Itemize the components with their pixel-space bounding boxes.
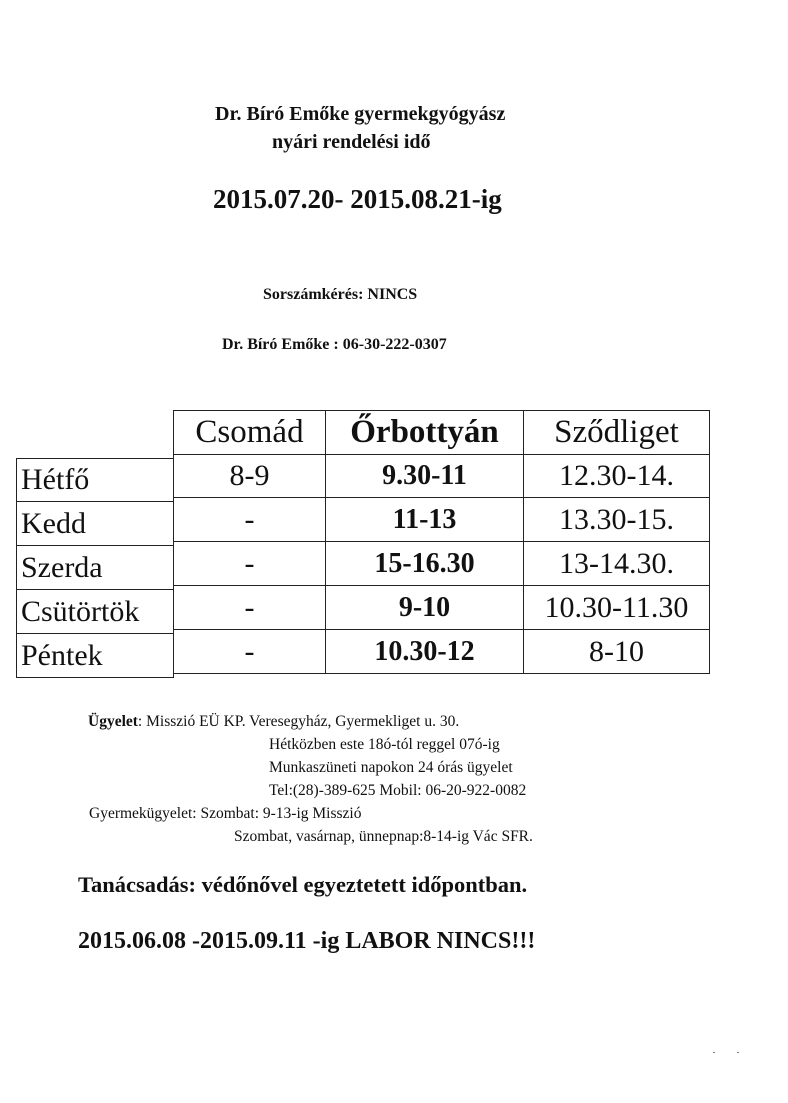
orbottyan-hours: 15-16.30 (325, 541, 524, 586)
doctor-title: Dr. Bíró Emőke gyermekgyógyász (215, 103, 506, 125)
csomad-hours: - (173, 629, 326, 674)
consultation-notice: Tanácsadás: védőnővel egyeztetett időpontban. (78, 872, 528, 897)
column-header-orbottyan: Őrbottyán (325, 410, 524, 455)
ugyelet-label: Ügyelet (88, 713, 138, 730)
gyermekugyelet-saturday: Gyermekügyelet: Szombat: 9-13-ig Misszió (89, 805, 362, 822)
orbottyan-hours: 11-13 (325, 497, 524, 542)
orbottyan-hours: 9-10 (325, 585, 524, 630)
scan-speck (737, 1052, 739, 1053)
szodliget-hours: 13.30-15. (523, 497, 710, 542)
gyermekugyelet-weekend: Szombat, vasárnap, ünnepnap:8-14-ig Vác SFR. (234, 828, 533, 845)
szodliget-hours: 12.30-14. (523, 454, 710, 498)
ugyelet-weekday-hours: Hétközben este 18ó-tól reggel 07ó-ig (269, 736, 500, 753)
ticket-info: Sorszámkérés: NINCS (263, 286, 418, 303)
day-cell: Csütörtök (16, 589, 174, 634)
ugyelet-phone: Tel:(28)-389-625 Mobil: 06-20-922-0082 (269, 782, 527, 799)
labor-notice: 2015.06.08 -2015.09.11 -ig LABOR NINCS!!! (78, 928, 536, 954)
column-header-csomad: Csomád (173, 410, 326, 455)
doctor-phone: Dr. Bíró Emőke : 06-30-222-0307 (222, 336, 447, 353)
csomad-hours: - (173, 585, 326, 630)
csomad-hours: - (173, 541, 326, 586)
ugyelet-line1 (88, 713, 459, 731)
day-cell: Kedd (16, 501, 174, 546)
orbottyan-hours: 9.30-11 (325, 454, 524, 498)
ugyelet-holiday-hours: Munkaszüneti napokon 24 órás ügyelet (269, 759, 513, 776)
day-cell: Péntek (16, 633, 174, 678)
column-header-szodliget: Sződliget (523, 410, 710, 455)
date-range: 2015.07.20- 2015.08.21-ig (213, 184, 502, 214)
szodliget-hours: 13-14.30. (523, 541, 710, 586)
scan-speck (713, 1052, 715, 1053)
csomad-hours: - (173, 497, 326, 542)
schedule-subtitle: nyári rendelési idő (272, 131, 431, 153)
szodliget-hours: 8-10 (523, 629, 710, 674)
ugyelet-address: : Misszió EÜ KP. Veresegyház, Gyermekliget u. 30. (137, 713, 460, 730)
csomad-hours: 8-9 (173, 454, 326, 498)
day-cell: Szerda (16, 545, 174, 590)
orbottyan-hours: 10.30-12 (325, 629, 524, 674)
day-cell: Hétfő (16, 458, 174, 502)
szodliget-hours: 10.30-11.30 (523, 585, 710, 630)
